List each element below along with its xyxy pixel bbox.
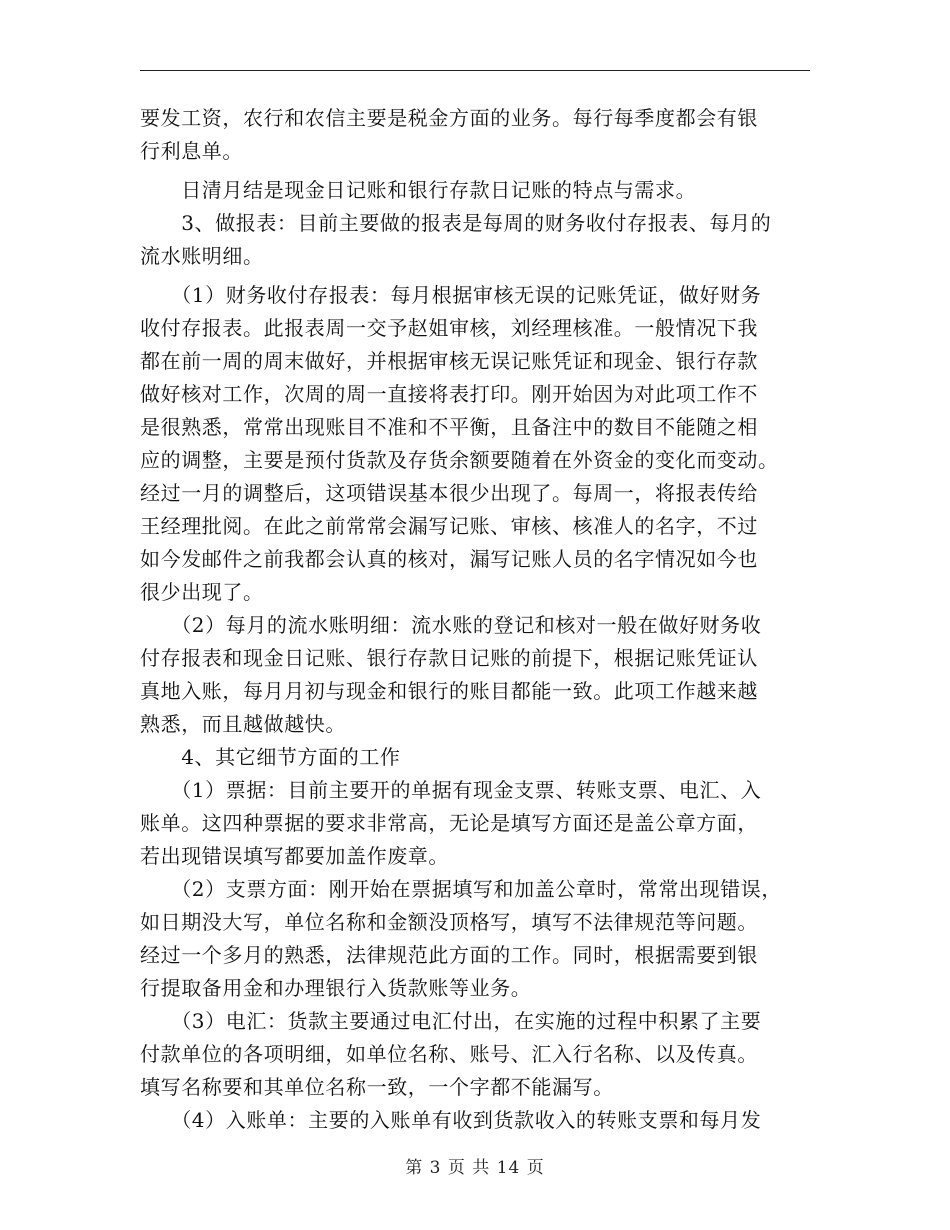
text-line: 熟悉，而且越做越快。 [140, 712, 346, 736]
text-line: 做好核对工作，次周的周一直接将表打印。刚开始因为对此项工作不 [140, 382, 758, 406]
text-line: 都在前一周的周末做好，并根据审核无误记账凭证和现金、银行存款 [140, 349, 758, 373]
text-line: 行提取备用金和办理银行入货款账等业务。 [140, 976, 532, 1000]
text-line: 是很熟悉，常常出现账目不准和不平衡，且备注中的数目不能随之相 [140, 415, 758, 439]
text-line: 日清月结是现金日记账和银行存款日记账的特点与需求。 [140, 178, 697, 202]
text-line: 要发工资，农行和农信主要是税金方面的业务。每行每季度都会有银 [140, 106, 758, 130]
text-line: 4、其它细节方面的工作 [140, 745, 401, 769]
text-line: 经过一个多月的熟悉，法律规范此方面的工作。同时，根据需要到银 [140, 943, 758, 967]
text-line: （3）电汇：货款主要通过电汇付出，在实施的过程中积累了主要 [140, 1009, 762, 1033]
text-line: 填写名称要和其单位名称一致，一个字都不能漏写。 [140, 1075, 614, 1099]
text-line: 付存报表和现金日记账、银行存款日记账的前提下，根据记账凭证认 [140, 646, 758, 670]
text-line: 如今发邮件之前我都会认真的核对，漏写记账人员的名字情况如今也 [140, 547, 758, 571]
text-line: 很少出现了。 [140, 580, 264, 604]
page-footer: 第 3 页 共 14 页 [405, 1158, 545, 1178]
text-line: 王经理批阅。在此之前常常会漏写记账、审核、核准人的名字，不过 [140, 514, 758, 538]
text-line: （4）入账单：主要的入账单有收到货款收入的转账支票和每月发 [140, 1108, 762, 1132]
text-line: （2）支票方面：刚开始在票据填写和加盖公章时，常常出现错误， [140, 877, 782, 901]
text-line: 流水账明细。 [140, 244, 264, 268]
text-line: 收付存报表。此报表周一交予赵姐审核，刘经理核准。一般情况下我 [140, 316, 758, 340]
text-line: 经过一月的调整后，这项错误基本很少出现了。每周一，将报表传给 [140, 481, 758, 505]
text-line: （1）财务收付存报表：每月根据审核无误的记账凭证，做好财务 [140, 283, 762, 307]
text-line: 行利息单。 [140, 139, 243, 163]
header-rule [140, 70, 810, 71]
text-line: 付款单位的各项明细，如单位名称、账号、汇入行名称、以及传真。 [140, 1042, 758, 1066]
text-line: （1）票据：目前主要开的单据有现金支票、转账支票、电汇、入 [140, 778, 762, 802]
text-line: 应的调整，主要是预付货款及存货余额要随着在外资金的变化而变动。 [140, 448, 779, 472]
text-line: 若出现错误填写都要加盖作废章。 [140, 844, 449, 868]
text-line: 账单。这四种票据的要求非常高，无论是填写方面还是盖公章方面， [140, 811, 758, 835]
text-line: 真地入账，每月月初与现金和银行的账目都能一致。此项工作越来越 [140, 679, 758, 703]
text-line: 如日期没大写，单位名称和金额没顶格写，填写不法律规范等问题。 [140, 910, 758, 934]
text-line: 3、做报表：目前主要做的报表是每周的财务收付存报表、每月的 [140, 211, 772, 235]
text-line: （2）每月的流水账明细：流水账的登记和核对一般在做好财务收 [140, 613, 762, 637]
document-body [140, 102, 816, 1137]
